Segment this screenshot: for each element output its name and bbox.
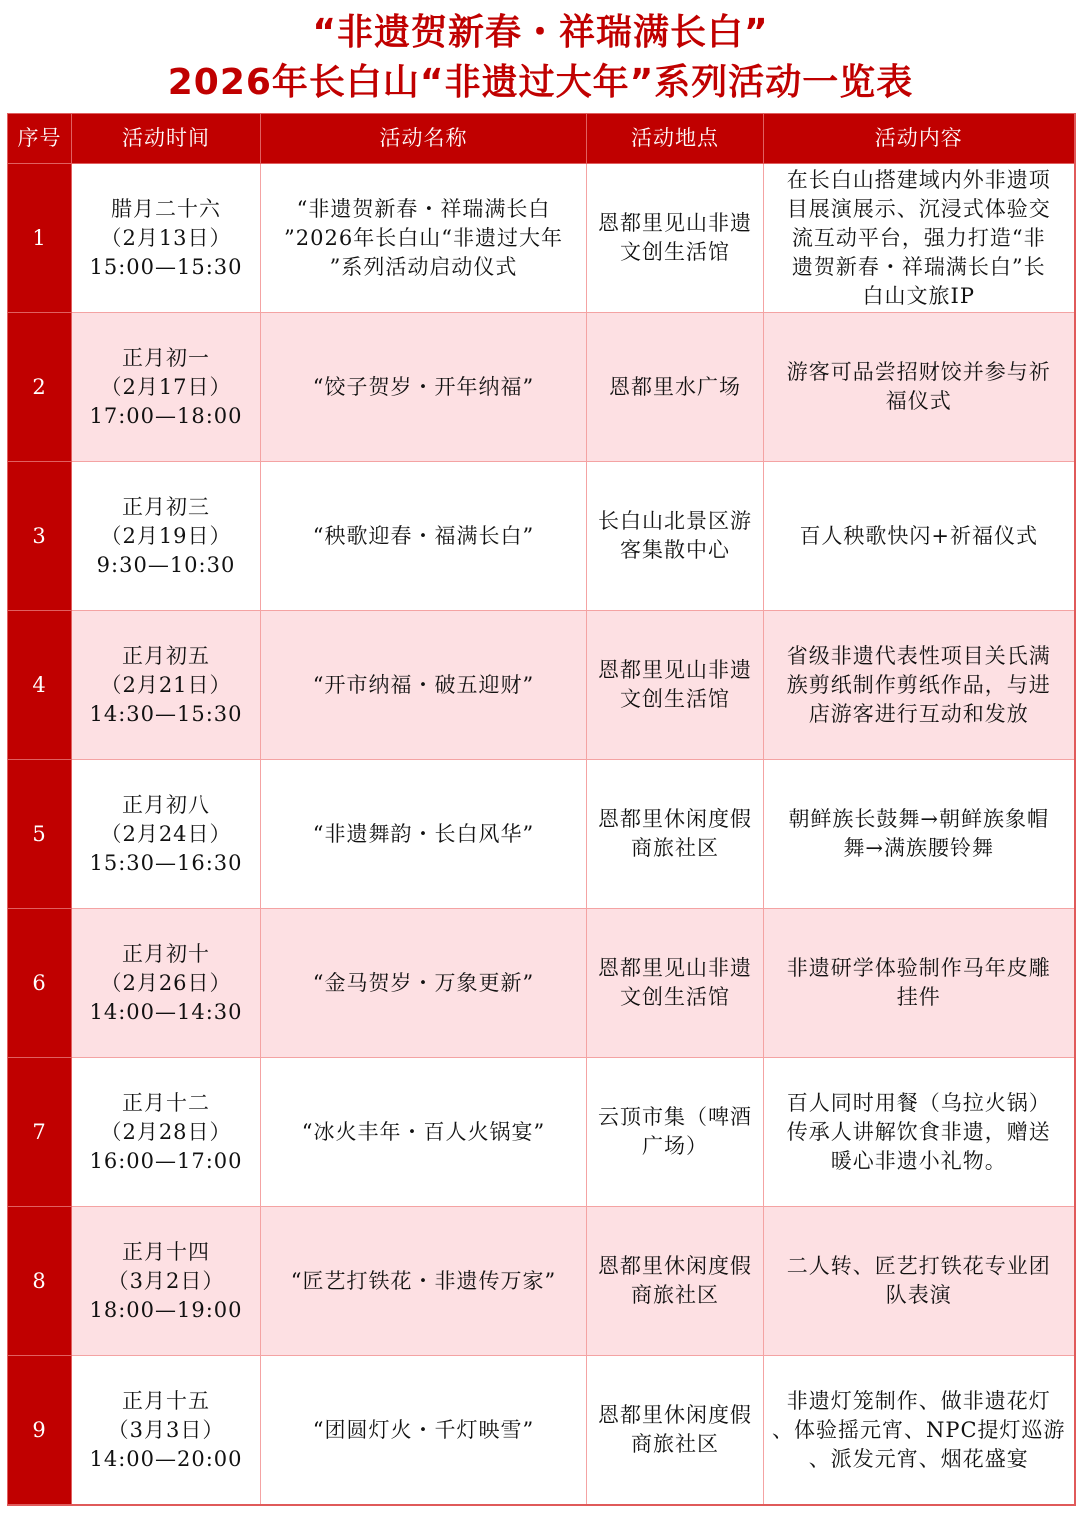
cell-activity-name: “冰火丰年・百人火锅宴” bbox=[261, 1058, 587, 1207]
cell-activity-name: “团圆灯火・千灯映雪” bbox=[261, 1356, 587, 1506]
cell-content: 百人秧歌快闪+祈福仪式 bbox=[764, 462, 1075, 611]
cell-time: 腊月二十六 （2月13日） 15:00—15:30 bbox=[72, 164, 261, 313]
cell-time: 正月十五 （3月3日） 14:00—20:00 bbox=[72, 1356, 261, 1506]
cell-number: 7 bbox=[8, 1058, 72, 1207]
cell-place: 恩都里休闲度假 商旅社区 bbox=[587, 1207, 764, 1356]
cell-number: 6 bbox=[8, 909, 72, 1058]
title-line-1: “非遗贺新春・祥瑞满长白” bbox=[312, 12, 769, 53]
cell-time: 正月十四 （3月2日） 18:00—19:00 bbox=[72, 1207, 261, 1356]
header-content: 活动内容 bbox=[764, 114, 1075, 164]
cell-content: 在长白山搭建域内外非遗项 目展演展示、沉浸式体验交 流互动平台，强力打造“非 遗贺新春・祥瑞满长白”长 白山文旅IP bbox=[764, 164, 1075, 313]
cell-time: 正月十二 （2月28日） 16:00—17:00 bbox=[72, 1058, 261, 1207]
cell-activity-name: “金马贺岁・万象更新” bbox=[261, 909, 587, 1058]
table-row bbox=[8, 1058, 1075, 1207]
cell-number: 4 bbox=[8, 611, 72, 760]
cell-place: 恩都里见山非遗 文创生活馆 bbox=[587, 909, 764, 1058]
activity-table bbox=[7, 113, 1076, 1506]
table-row bbox=[8, 1207, 1075, 1356]
table-row bbox=[8, 611, 1075, 760]
cell-content: 二人转、匠艺打铁花专业团 队表演 bbox=[764, 1207, 1075, 1356]
header-row bbox=[8, 114, 1075, 164]
table-row bbox=[8, 164, 1075, 313]
header-place: 活动地点 bbox=[587, 114, 764, 164]
cell-place: 恩都里水广场 bbox=[587, 313, 764, 462]
cell-number: 1 bbox=[8, 164, 72, 313]
cell-activity-name: “非遗贺新春・祥瑞满长白 ”2026年长白山“非遗过大年 ”系列活动启动仪式 bbox=[261, 164, 587, 313]
cell-content: 百人同时用餐（乌拉火锅） 传承人讲解饮食非遗，赠送 暖心非遗小礼物。 bbox=[764, 1058, 1075, 1207]
document-title bbox=[7, 0, 1074, 112]
header-time: 活动时间 bbox=[72, 114, 261, 164]
cell-number: 9 bbox=[8, 1356, 72, 1506]
cell-number: 3 bbox=[8, 462, 72, 611]
cell-content: 非遗灯笼制作、做非遗花灯 、体验摇元宵、NPC提灯巡游 、派发元宵、烟花盛宴 bbox=[764, 1356, 1075, 1506]
title-line-2: 2026年长白山“非遗过大年”系列活动一览表 bbox=[167, 62, 914, 103]
table-row bbox=[8, 760, 1075, 909]
table-row bbox=[8, 313, 1075, 462]
table-row bbox=[8, 462, 1075, 611]
cell-activity-name: “匠艺打铁花・非遗传万家” bbox=[261, 1207, 587, 1356]
cell-content: 朝鲜族长鼓舞→朝鲜族象帽 舞→满族腰铃舞 bbox=[764, 760, 1075, 909]
cell-number: 2 bbox=[8, 313, 72, 462]
cell-activity-name: “非遗舞韵・长白风华” bbox=[261, 760, 587, 909]
cell-time: 正月初三 （2月19日） 9:30—10:30 bbox=[72, 462, 261, 611]
cell-number: 5 bbox=[8, 760, 72, 909]
cell-activity-name: “秧歌迎春・福满长白” bbox=[261, 462, 587, 611]
cell-content: 非遗研学体验制作马年皮雕 挂件 bbox=[764, 909, 1075, 1058]
cell-content: 省级非遗代表性项目关氏满 族剪纸制作剪纸作品，与进 店游客进行互动和发放 bbox=[764, 611, 1075, 760]
cell-place: 恩都里休闲度假 商旅社区 bbox=[587, 760, 764, 909]
cell-activity-name: “饺子贺岁・开年纳福” bbox=[261, 313, 587, 462]
cell-place: 恩都里休闲度假 商旅社区 bbox=[587, 1356, 764, 1506]
cell-activity-name: “开市纳福・破五迎财” bbox=[261, 611, 587, 760]
cell-place: 恩都里见山非遗 文创生活馆 bbox=[587, 164, 764, 313]
header-name: 活动名称 bbox=[261, 114, 587, 164]
table-row bbox=[8, 1356, 1075, 1506]
cell-time: 正月初五 （2月21日） 14:30—15:30 bbox=[72, 611, 261, 760]
cell-time: 正月初十 （2月26日） 14:00—14:30 bbox=[72, 909, 261, 1058]
cell-time: 正月初八 （2月24日） 15:30—16:30 bbox=[72, 760, 261, 909]
table-row bbox=[8, 909, 1075, 1058]
cell-place: 恩都里见山非遗 文创生活馆 bbox=[587, 611, 764, 760]
cell-place: 长白山北景区游 客集散中心 bbox=[587, 462, 764, 611]
header-no: 序号 bbox=[8, 114, 72, 164]
cell-place: 云顶市集（啤酒 广场） bbox=[587, 1058, 764, 1207]
cell-number: 8 bbox=[8, 1207, 72, 1356]
cell-content: 游客可品尝招财饺并参与祈 福仪式 bbox=[764, 313, 1075, 462]
cell-time: 正月初一 （2月17日） 17:00—18:00 bbox=[72, 313, 261, 462]
